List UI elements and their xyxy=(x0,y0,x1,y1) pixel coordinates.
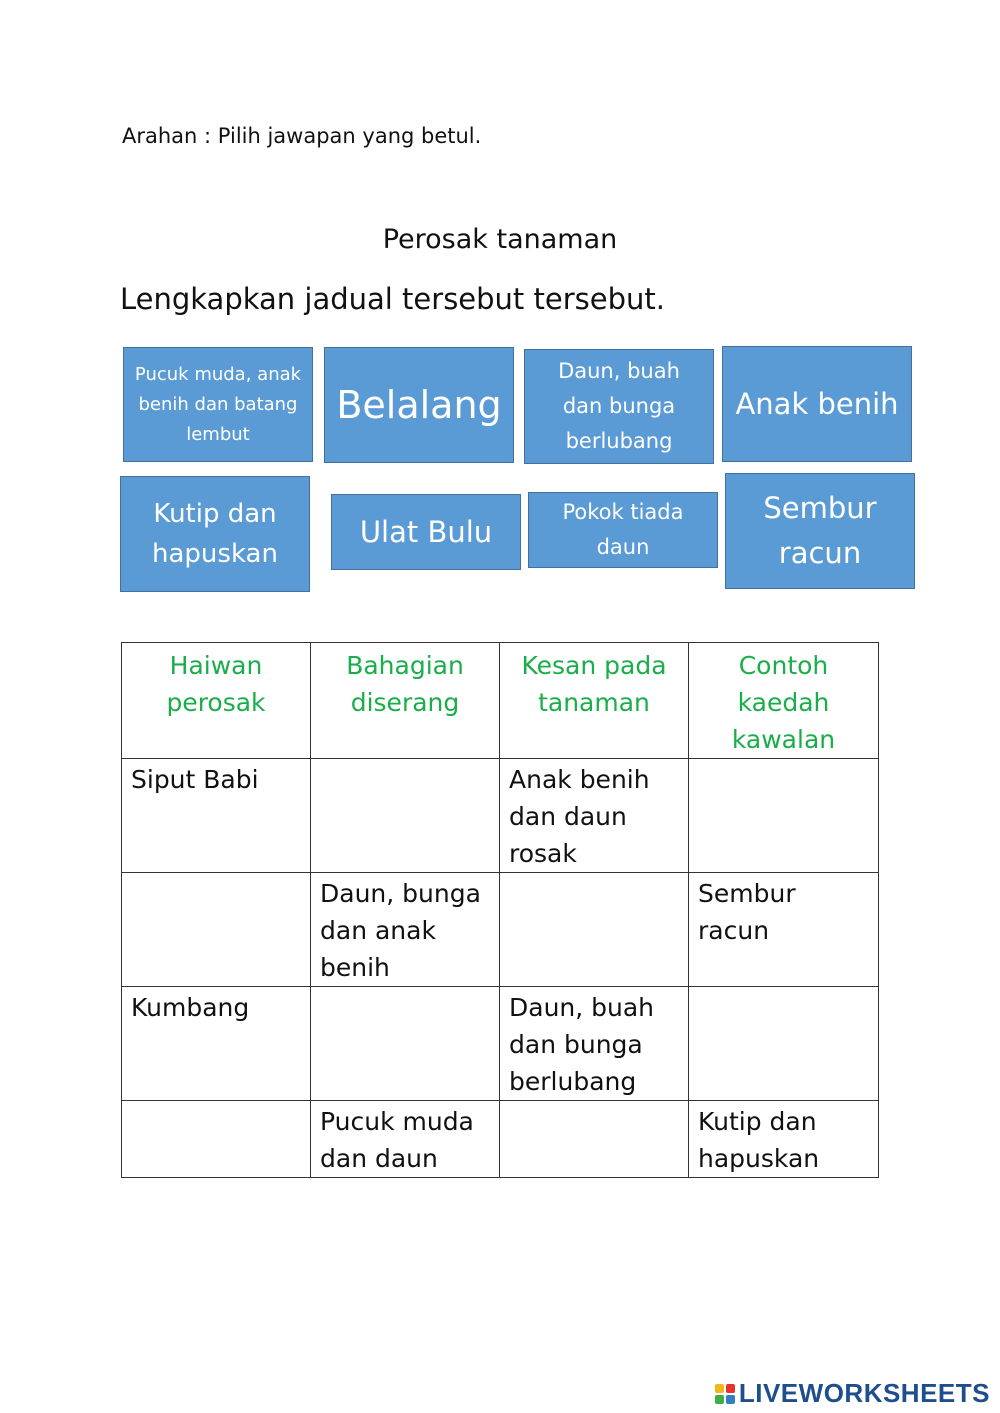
pest-table xyxy=(121,642,879,1178)
answer-card-ulat-bulu[interactable]: Ulat Bulu xyxy=(331,494,521,570)
table-row xyxy=(122,873,879,987)
table-cell: Kutip dan hapuskan xyxy=(689,1101,879,1178)
answer-card-pucuk-muda[interactable]: Pucuk muda, anak benih dan batang lembut xyxy=(123,347,313,462)
answer-drop-zone[interactable] xyxy=(689,987,879,1101)
table-cell: Pucuk muda dan daun xyxy=(311,1101,500,1178)
answer-card-pokok-tiada-daun[interactable]: Pokok tiada daun xyxy=(528,492,718,568)
table-cell: Sembur racun xyxy=(689,873,879,987)
answer-drop-zone[interactable] xyxy=(311,759,500,873)
table-row xyxy=(122,987,879,1101)
answer-card-sembur-racun[interactable]: Sembur racun xyxy=(725,473,915,589)
answer-card-belalang[interactable]: Belalang xyxy=(324,347,514,463)
answer-drop-zone[interactable] xyxy=(689,759,879,873)
answer-card-anak-benih[interactable]: Anak benih xyxy=(722,346,912,462)
table-cell: Daun, buah dan bunga berlubang xyxy=(500,987,689,1101)
instruction-text: Arahan : Pilih jawapan yang betul. xyxy=(122,124,482,148)
header-haiwan-perosak: Haiwan perosak xyxy=(122,643,311,759)
logo-square-green xyxy=(715,1395,724,1404)
worksheet-subtitle: Lengkapkan jadual tersebut tersebut. xyxy=(120,282,665,316)
logo-mark-icon xyxy=(715,1384,735,1404)
header-contoh-kaedah-kawalan: Contoh kaedah kawalan xyxy=(689,643,879,759)
answer-card-daun-buah-bunga[interactable]: Daun, buah dan bunga berlubang xyxy=(524,349,714,464)
logo-square-blue xyxy=(726,1395,735,1404)
logo-square-yellow xyxy=(715,1384,724,1393)
answer-drop-zone[interactable] xyxy=(122,873,311,987)
logo-square-red xyxy=(726,1384,735,1393)
answer-drop-zone[interactable] xyxy=(311,987,500,1101)
liveworksheets-logo xyxy=(715,1378,990,1409)
answer-drop-zone[interactable] xyxy=(500,1101,689,1178)
header-kesan-pada-tanaman: Kesan pada tanaman xyxy=(500,643,689,759)
table-cell: Daun, bunga dan anak benih xyxy=(311,873,500,987)
answer-card-kutip-hapuskan[interactable]: Kutip dan hapuskan xyxy=(120,476,310,592)
table-row xyxy=(122,759,879,873)
table-row xyxy=(122,1101,879,1178)
answer-drop-zone[interactable] xyxy=(500,873,689,987)
header-bahagian-diserang: Bahagian diserang xyxy=(311,643,500,759)
answer-drop-zone[interactable] xyxy=(122,1101,311,1178)
table-cell: Kumbang xyxy=(122,987,311,1101)
worksheet-title: Perosak tanaman xyxy=(382,224,618,255)
table-header-row xyxy=(122,643,879,759)
table-cell: Siput Babi xyxy=(122,759,311,873)
logo-text: LIVEWORKSHEETS xyxy=(738,1378,990,1408)
table-cell: Anak benih dan daun rosak xyxy=(500,759,689,873)
